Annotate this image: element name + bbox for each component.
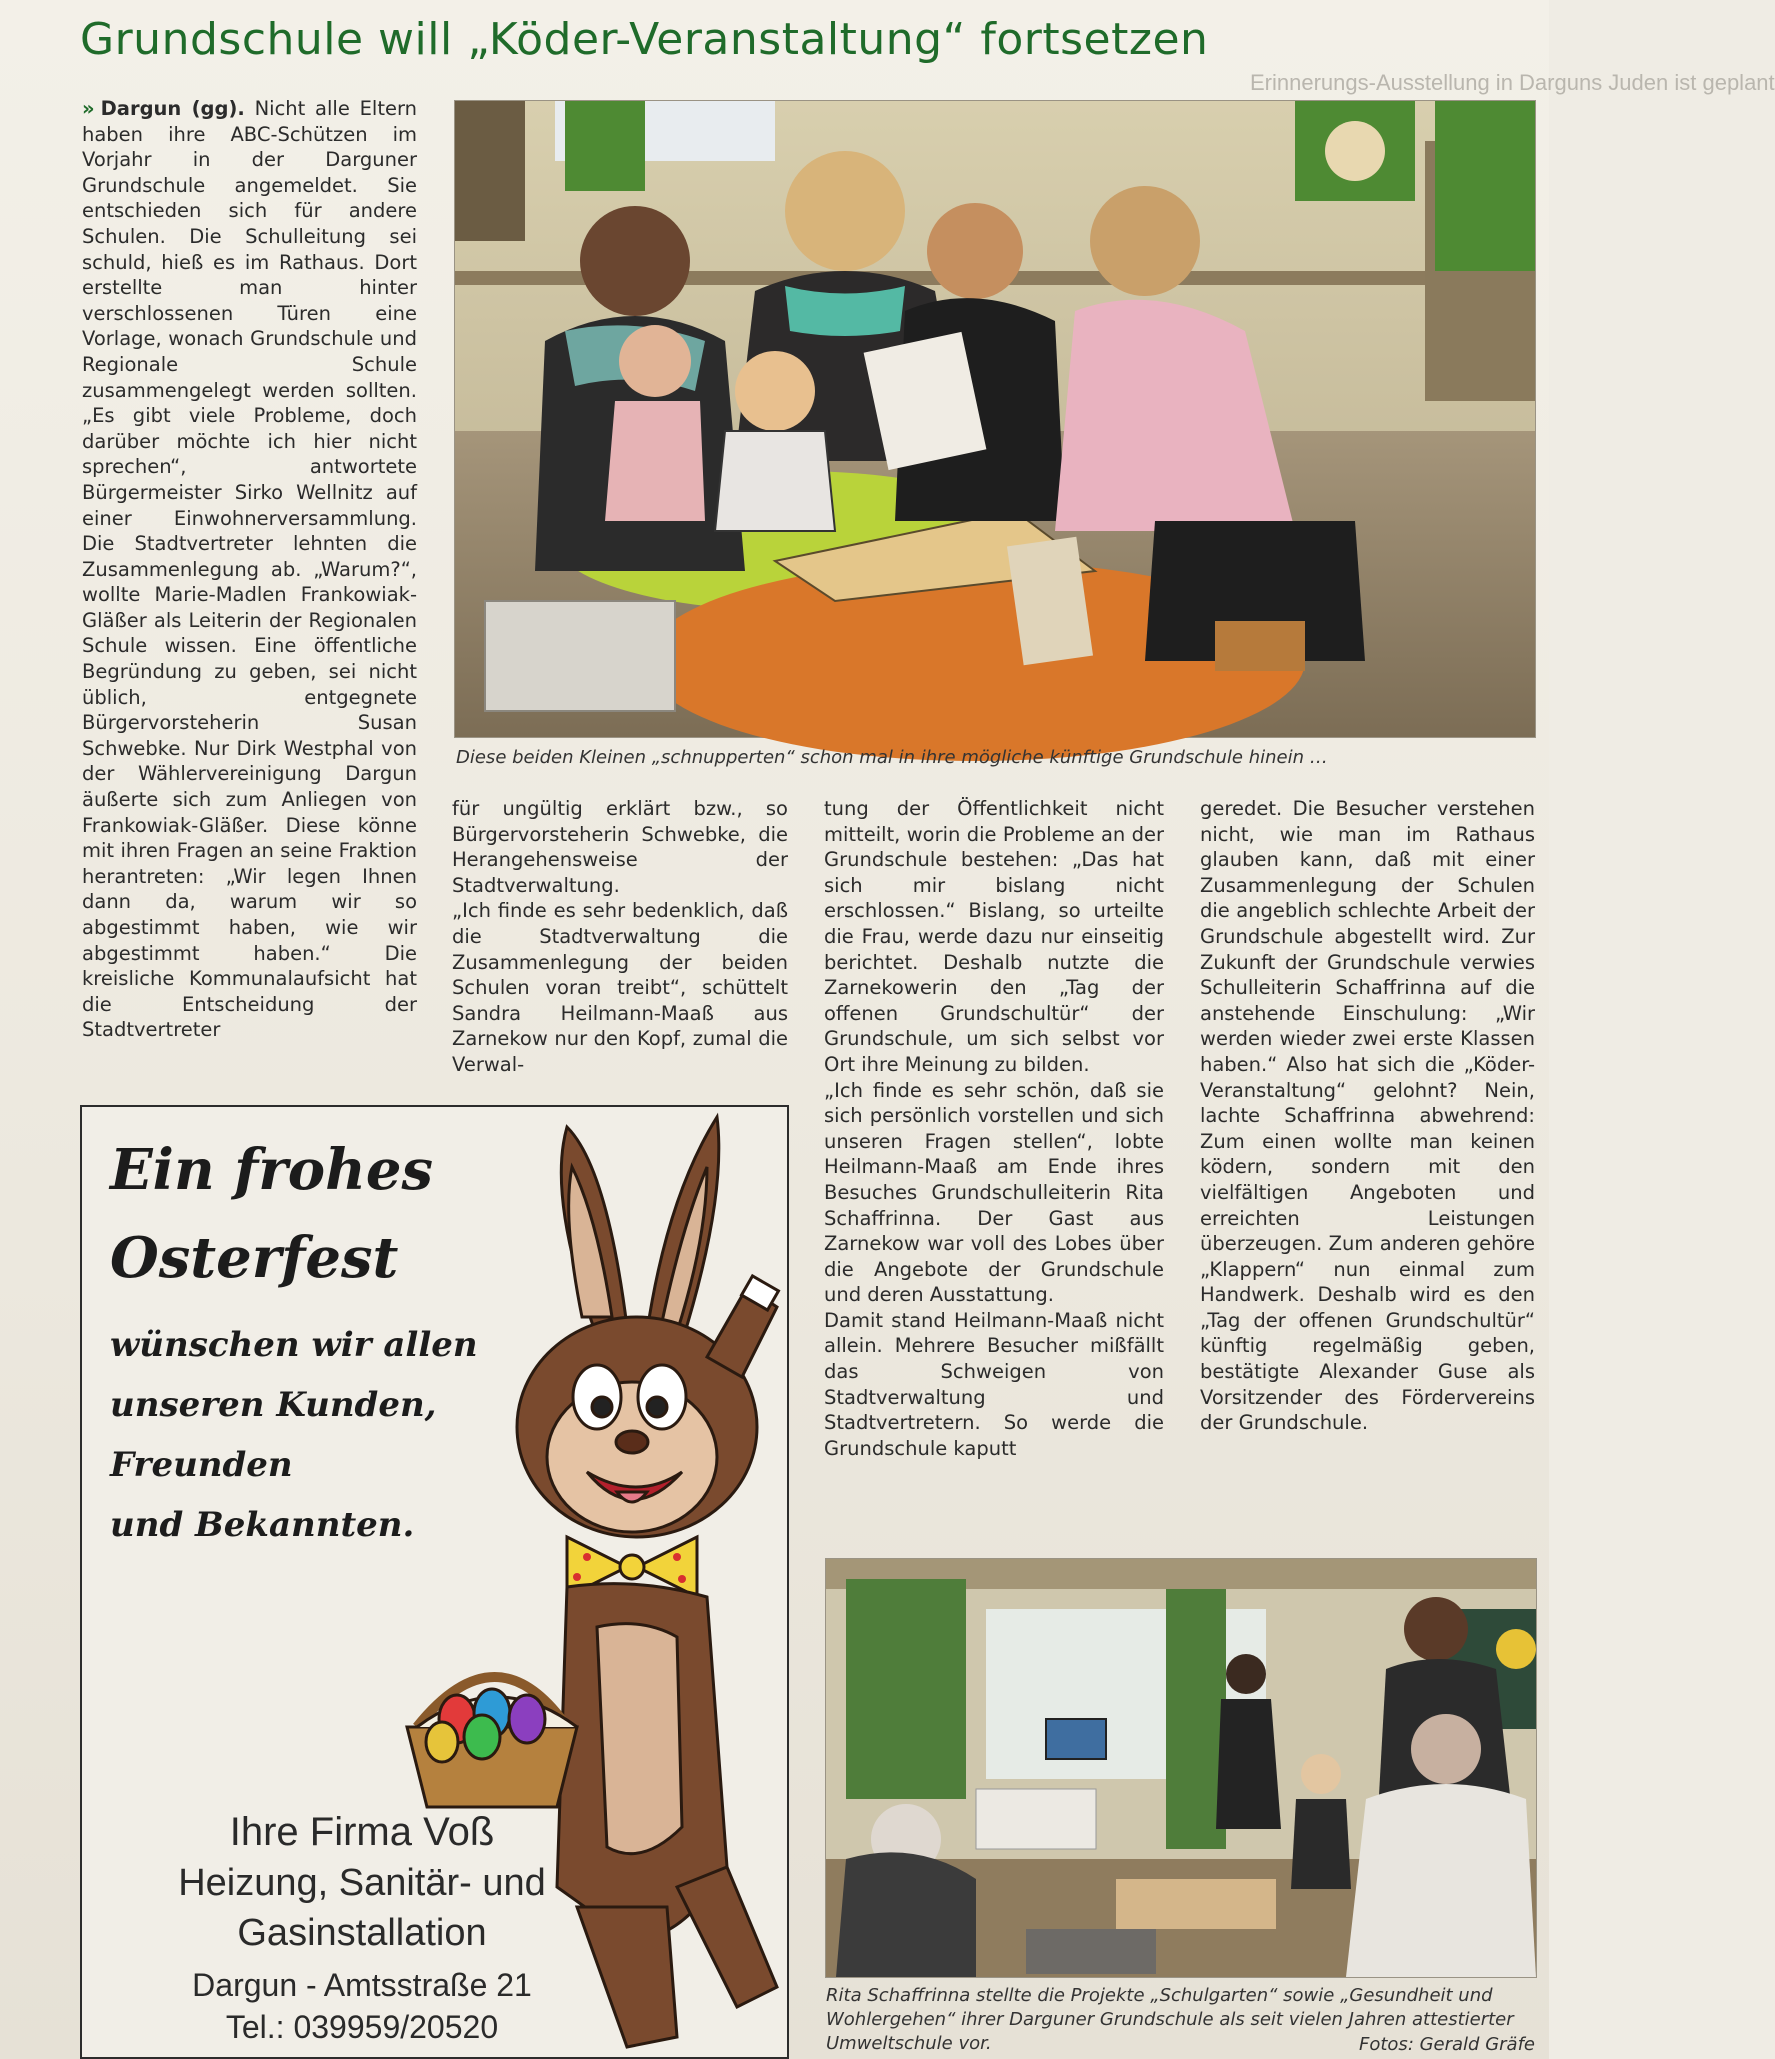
photo-children-reading-image <box>455 101 1535 737</box>
photo-teacher-presentation <box>825 1558 1537 1978</box>
ad-company-name: Ihre Firma Voß <box>229 1810 495 1854</box>
ad-greeting-line-4: unseren Kunden, <box>110 1385 437 1425</box>
column-3-paragraph-1: tung der Öffentlichkeit nicht mitteilt, worin die Probleme an der Grundschule bestehen: „Das hat sich mir bislang nicht erschlossen.“ Bislang, so urteilte die Frau, werde dazu nur einseitig berichtet. Deshalb nutzte die Zarnekowerin den „Tag der offenen Grundschultür“ der Grundschule, um sich selbst vor Ort ihre Meinung zu bilden. <box>824 797 1164 1076</box>
photo-teacher-presentation-image <box>826 1559 1536 1977</box>
photo-children-reading <box>454 100 1536 738</box>
ad-greeting-line-6: und Bekannten. <box>110 1505 415 1545</box>
ad-greeting-line-1: Ein frohes <box>110 1137 433 1203</box>
column-3-paragraph-2: „Ich finde es sehr schön, daß sie sich persönlich vorstellen und sich unseren Fragen stellen“, lobte Heilmann-Maaß am Ende ihres Besuches Grundschulleiterin Rita Schaffrinna. Der Gast aus Zarnekow war voll des Lobes über die Angebote der Grundschule und deren Ausstattung. <box>824 1078 1164 1307</box>
photo-1-caption: Diese beiden Kleinen „schnupperten“ schon mal in ihre mögliche künftige Grundschule hinein … <box>456 747 1328 768</box>
ad-greeting-line-2: Osterfest <box>110 1225 399 1291</box>
photo-credit: Fotos: Gerald Gräfe <box>1359 2034 1535 2055</box>
dateline: » Dargun (gg). <box>82 97 245 120</box>
dateline-marker: » <box>82 97 95 120</box>
ad-phone: Tel.: 039959/20520 <box>225 2009 499 2045</box>
article-column-1 <box>82 96 417 1043</box>
article-column-4 <box>1200 796 1535 1436</box>
column-2-paragraph-2: „Ich finde es sehr bedenklich, daß die Stadtverwaltung die Zusammenlegung der beiden Schulen voran treibt“, schüttelt Sandra Heilmann-Maaß aus Zarnekow nur den Kopf, zumal die Verwal- <box>452 899 788 1076</box>
ad-greeting-line-3: wünschen wir allen <box>110 1325 478 1365</box>
ad-greeting-line-5: Freunden <box>110 1445 293 1485</box>
photo-2-caption: Rita Schaffrinna stellte die Projekte „Schulgarten“ sowie „Gesundheit und Wohlergehen“ ihrer Darguner Grundschule als seit vielen Jahren attestierter Umweltschule vor. <box>826 1985 1514 2054</box>
article-column-3 <box>824 796 1164 1461</box>
column-1-text: Nicht alle Eltern haben ihre ABC-Schützen im Vorjahr in der Darguner Grundschule angemeldet. Sie entschieden sich für andere Schulen. Die Schulleitung sei schuld, hieß es im Rathaus. Dort erstellte man hinter verschlossenen Türen eine Vorlage, wonach Grundschule und Regionale Schule zusammengelegt werden sollten. „Es gibt viele Probleme, doch darüber möchte ich hier nicht sprechen“, antwortete Bürgermeister Sirko Wellnitz auf einer Einwohnerversammlung. Die Stadtvertreter lehnten die Zusammenlegung ab. „Warum?“, wollte Marie-Madlen Frankowiak-Gläßer als Leiterin der Regionalen Schule wissen. Eine öffentliche Begründung zu geben, sei nicht üblich, entgegnete Bürgervorsteherin Susan Schwebke. Nur Dirk Westphal von der Wählervereinigung Dargun äußerte sich zum Anliegen von Frankowiak-Gläßer. Diese könne mit ihren Fragen an seine Fraktion herantreten: „Wir legen Ihnen dann da, warum wir so abgestimmt haben, wie wir abgestimmt haben.“ Die kreisliche Kommunalaufsicht hat die Entscheidung der Stadtvertreter <box>82 97 418 1042</box>
article-column-2 <box>452 796 788 1078</box>
ad-address: Dargun - Amtsstraße 21 <box>192 1967 532 2003</box>
column-3-paragraph-3: Damit stand Heilmann-Maaß nicht allein. Mehrere Besucher mißfällt das Schweigen von Stadtverwaltung und Stadtvertretern. So werde die Grundschule kaputt <box>824 1308 1164 1460</box>
column-2-paragraph-1: für ungültig erklärt bzw., so Bürgervorsteherin Schwebke, die Herangehensweise der Stadtverwaltung. <box>452 797 788 897</box>
ad-services-line-1: Heizung, Sanitär- und <box>178 1862 546 1904</box>
bleed-through-header: Erinnerungs-Ausstellung in Darguns Juden ist geplant <box>1250 70 1775 95</box>
article-headline: Grundschule will „Köder-Veranstaltung“ fortsetzen <box>80 14 1209 65</box>
column-4-text: geredet. Die Besucher verstehen nicht, wie man im Rathaus glauben kann, daß mit einer Zusammenlegung der Schulen die angeblich schlechte Arbeit der Grundschule abgestellt wird. Zur Zukunft der Grundschule verwies Schulleiterin Schaffrinna auf die anstehende Einschulung: „Wir werden wieder zwei erste Klassen haben.“ Also hat sich die „Köder-Veranstaltung“ gelohnt? Nein, lachte Schaffrinna abwehrend: Zum einen wollte man keinen ködern, sondern mit den vielfältigen Angeboten und erreichten Leistungen überzeugen. Zum anderen gehöre „Klappern“ nun einmal zum Handwerk. Deshalb wird es den „Tag der offenen Grundschultür“ künftig regelmäßig geben, bestätigte Alexander Guse als Vorsitzender des Fördervereins der Grundschule. <box>1200 797 1535 1435</box>
ad-services-line-2: Gasinstallation <box>237 1912 487 1954</box>
easter-advertisement <box>80 1105 789 2059</box>
